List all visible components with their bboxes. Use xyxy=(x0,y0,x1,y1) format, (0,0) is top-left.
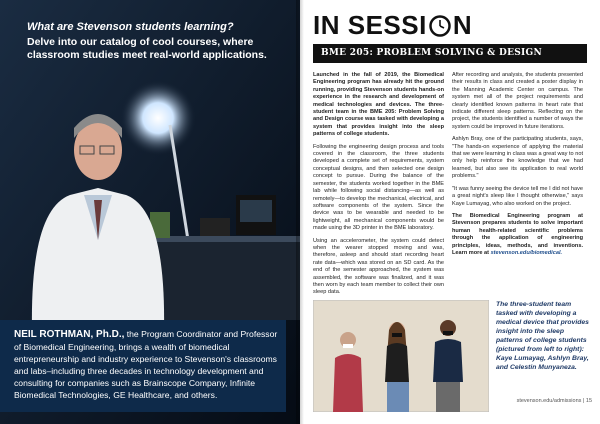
program-link[interactable]: stevenson.edu/biomedical. xyxy=(490,249,563,256)
section-title xyxy=(313,10,472,41)
right-page xyxy=(300,0,600,424)
page-footer: stevenson.edu/admissions | 15 xyxy=(516,398,592,404)
article-lead: Launched in the fall of 2019, the Biomedical Engineering program has already hit the ground running, providing Stevenson students hands-on experience in the research and development of medical technologies and devices. The three-student team in the BME 205: Problem Solving and Design course was tasked with developing a system that provides insight into the sleep patterns of college students. xyxy=(313,72,444,138)
clock-icon xyxy=(429,15,451,37)
article-paragraph: Ashlyn Bray, one of the participating students, says, "The hands-on experience of applying the material that we were learning in class was a great way to not only help reinforce the knowledge that we had learned, but also see its application to real world problems." xyxy=(452,136,583,180)
article-paragraph: "It was funny seeing the device tell me I did not have a great night's sleep like I thought otherwise," says Kaye Lumayag, who also worked on the project. xyxy=(452,185,583,207)
article-paragraph: Following the engineering design process and tools covered in the classroom, the three students developed a complete set of requirements, system conceptual designs, and then selected one design concept to pursue. During the balance of the semester, the students worked together in the BME lab while following social distancing—as well as remotely—to develop the mechanical, electrical, and software components of the system. Since the device was to be wearable and needed to be lightweight, all mechanical components would be made using the 3D printer in the BME laboratory. xyxy=(313,143,444,232)
article-closing: The Biomedical Engineering program at Stevenson prepares students to solve important human health-related scientific problems through the application of engineering principles, ideas, methods, and inventions. Learn more at stevenson.edu/biomedical. xyxy=(452,212,583,256)
course-banner: BME 205: PROBLEM SOLVING & DESIGN xyxy=(313,44,587,63)
student-team-photo xyxy=(313,300,489,412)
page-gutter xyxy=(296,0,304,424)
article-column-2 xyxy=(452,72,583,262)
lead-question: What are Stevenson students learning? xyxy=(27,21,234,33)
article-paragraph: After recording and analysis, the students presented their results in class and created a poster display in the Manning Academic Center on campus. The system met all of the project requirements and clearly identified known patterns in heart rate that indicate different sleep patterns. Reflecting on the project, the students identified a number of ways the system could be improved in future iterations. xyxy=(452,72,583,130)
bio-box xyxy=(0,320,286,412)
bio-name: NEIL ROTHMAN, Ph.D., xyxy=(14,329,125,340)
article-paragraph: Using an accelerometer, the system could detect when the wearer stopped moving and was, therefore, asleep and should start recording heart rate data—which was stored on an SD card. As the end of the semester approached, the system was assembled, the software was finalized, and it was then worn by each team member to collect their own sleep data. xyxy=(313,237,444,296)
section-title-part2: N xyxy=(452,10,473,40)
article-column-1 xyxy=(313,72,444,302)
section-title-part1: IN SESSI xyxy=(313,10,427,40)
photo-caption: The three-student team tasked with developing a medical device that provides insight into the sleep patterns of college students (pictured from left to right): Kaye Lumayag, Ashlyn Bray, and Celestin Munyaneza. xyxy=(496,301,589,371)
lead-subheading: Delve into our catalog of cool courses, where classroom studies meet real-world applications. xyxy=(27,36,267,61)
bio-text: the Program Coordinator and Professor of Biomedical Engineering, brings a wealth of biomedical entrepreneurship and industry experience to Stevenson's classrooms and labs–including three decades in technology development and consulting for companies such as Brainscope Company, Infinite Biomedical Technologies, GE Healthcare, and others. xyxy=(14,329,278,400)
